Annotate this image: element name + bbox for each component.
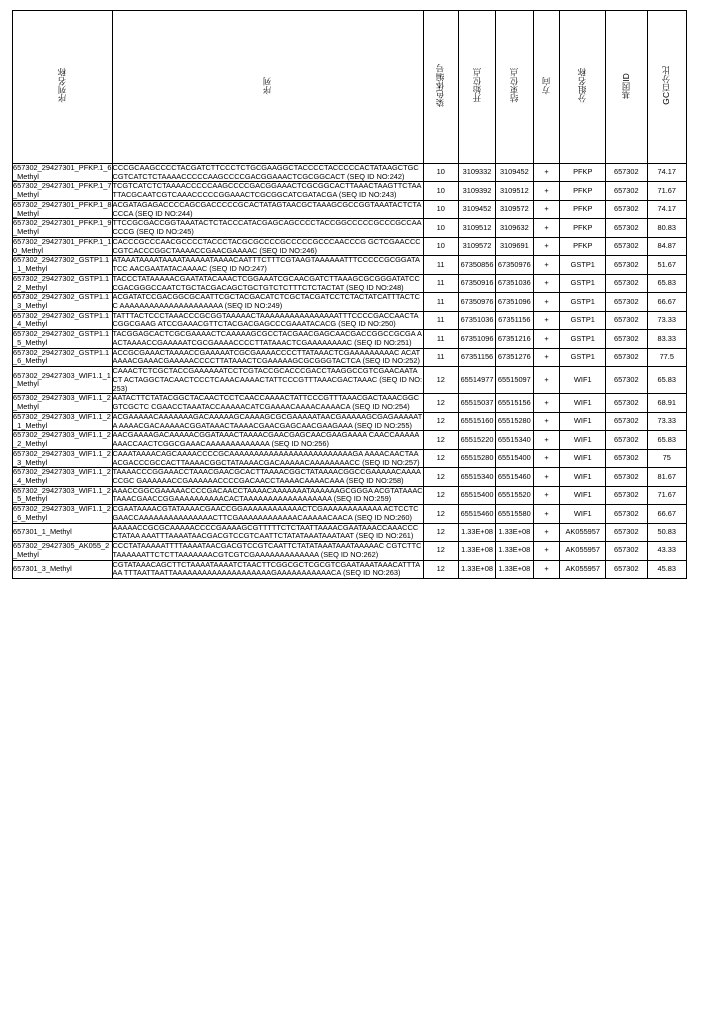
column-header-direction-label: 方向 bbox=[541, 77, 552, 95]
cell-gc: 84.87 bbox=[647, 237, 686, 255]
cell-gene-id: 657302 bbox=[606, 164, 647, 182]
cell-gc: 73.33 bbox=[647, 412, 686, 430]
cell-gene-id: 657302 bbox=[606, 219, 647, 237]
table-row bbox=[13, 330, 687, 348]
cell-sequence: CAAATAAAACAGCAAAACCCCGCAAAAAAAAAAAAAAAAAAAAAAAAAGA AAAACAACTAAACGACCCGCCACTTAAAACGGCTATAAAACGACAAAAACAAAAAAAACC (SEQ ID NO:257) bbox=[112, 449, 423, 467]
table-row bbox=[13, 311, 687, 329]
table-row bbox=[13, 523, 687, 541]
cell-direction: + bbox=[533, 394, 560, 412]
cell-sequence: ACGAAAAACAAAAAAAGACAAAAAGCAAAAGCGCGAAAAATAACGAAAAAGCGAGAAAAATA AAAACGACAAAAACGGATAAACTAAAACGAACGAGCAACGAAGAAA (SEQ ID NO:255) bbox=[112, 411, 423, 430]
cell-gene-id: 657302 bbox=[606, 523, 647, 541]
table-row bbox=[13, 468, 687, 486]
cell-sequence: ATAAATAAAATAAAATAAAAATAAAACAATTTCTTTCGTAAGTAAAAAATTTCCCCCGCGGATATCC AACGAATATACAAAAC (SEQ ID NO:247) bbox=[112, 256, 423, 274]
cell-gc: 74.17 bbox=[647, 164, 686, 182]
column-header-sequence-label: 序列 bbox=[262, 77, 273, 95]
cell-chromosome: 12 bbox=[423, 505, 458, 523]
cell-name: 657302_29427302_GSTP1.1_6_Methyl bbox=[13, 348, 113, 366]
cell-chromosome: 10 bbox=[423, 219, 458, 237]
cell-direction: + bbox=[533, 274, 560, 292]
cell-start: 67350856 bbox=[458, 256, 495, 274]
cell-name: 657302_29427301_PFKP.1_9_Methyl bbox=[13, 218, 112, 237]
column-header-group-label: 分组名称 bbox=[577, 68, 588, 103]
cell-start: 65515037 bbox=[458, 394, 495, 412]
cell-sequence: TATTTACTCCCTAAACCCGCGGTAAAAACTAAAAAAAAAAAAAAAATTTCCCCGACCAACTACGGCGAAG ATCCGAAACGTTCTACGACGAGCCCGAAATACACG (SEQ ID NO:250) bbox=[112, 311, 423, 329]
cell-group: PFKP bbox=[560, 182, 606, 200]
column-header-name bbox=[13, 11, 113, 164]
cell-gene-id: 657302 bbox=[606, 237, 647, 255]
column-header-group bbox=[560, 11, 606, 164]
cell-name: 657302_29427302_GSTP1.1_3_Methyl bbox=[13, 293, 113, 311]
sequence-table bbox=[12, 10, 687, 579]
table-row bbox=[13, 200, 687, 218]
cell-end: 65515340 bbox=[496, 431, 533, 449]
cell-end: 65515460 bbox=[496, 468, 533, 486]
cell-direction: + bbox=[533, 412, 560, 430]
cell-sequence: CAAACTCTCGCTACCGAAAAAATCCTCGTACCGCACCCGACCTAAGGCCGTCGAACAATACT ACTAGGCTACAACTCCCTCAAACAAAACTATTCCCGTTTAAACGACTAAAC (SEQ ID NO:253) bbox=[112, 366, 422, 393]
cell-start: 65515340 bbox=[458, 468, 495, 486]
cell-name: 657302_29427303_WIF1.1_2_5_Methyl bbox=[13, 485, 111, 504]
table-row bbox=[13, 219, 687, 237]
cell-end: 3109572 bbox=[496, 200, 533, 218]
cell-chromosome: 12 bbox=[423, 431, 458, 449]
cell-chromosome: 12 bbox=[423, 412, 458, 430]
cell-gene-id: 657302 bbox=[606, 560, 647, 578]
table-row bbox=[13, 560, 687, 578]
cell-chromosome: 11 bbox=[423, 348, 458, 366]
cell-end: 3109691 bbox=[496, 237, 533, 255]
cell-gene-id: 657302 bbox=[606, 431, 647, 449]
table-row bbox=[13, 431, 687, 449]
cell-sequence: ACGATATCCGACGGCGCAATTCGCTACGACATCTCGCTACGATCCTCTACTATCATTTACTCC AAAAAAAAAAAAAAAAAAAAA (SEQ ID NO:249) bbox=[112, 293, 423, 311]
table-row bbox=[13, 164, 687, 182]
cell-direction: + bbox=[533, 293, 560, 311]
cell-start: 3109572 bbox=[458, 237, 495, 255]
cell-gc: 80.83 bbox=[647, 219, 686, 237]
table-row bbox=[13, 394, 687, 412]
column-header-end-label: 结束位点 bbox=[508, 68, 519, 103]
cell-end: 1.33E+08 bbox=[496, 542, 533, 560]
cell-direction: + bbox=[533, 449, 560, 467]
cell-gene-id: 657302 bbox=[606, 348, 647, 366]
cell-gc: 43.33 bbox=[647, 542, 686, 560]
cell-gene-id: 657302 bbox=[606, 449, 647, 467]
cell-sequence: CCCTATAAAAATTTTAAAATAACGACGTCCGTCAATTCTATATAAATAAATAAAAAC CGTCTTCTAAAAAATTCTCTTAAAAAAACGTCGTCGAAAAAAAAAAAAA (SEQ ID NO:262) bbox=[112, 541, 422, 559]
cell-group: PFKP bbox=[560, 237, 606, 255]
table-row bbox=[13, 486, 687, 504]
cell-group: WIF1 bbox=[560, 505, 606, 523]
cell-sequence: CACCCGCCCAACGCCCCTACCCTACGCGCCCCGCCCCCGCCCAACCCG GCTCGAACCCCGTCACCCGGCTAAAACCGAACGAAAAC (SEQ ID NO:246) bbox=[112, 237, 423, 255]
cell-start: 67350976 bbox=[458, 293, 495, 311]
cell-gc: 75 bbox=[647, 449, 686, 467]
cell-gc: 71.67 bbox=[647, 182, 686, 200]
cell-gc: 45.83 bbox=[647, 560, 686, 578]
cell-name: 657302_29427301_PFKP.1_7_Methyl bbox=[13, 181, 112, 200]
cell-end: 65515580 bbox=[496, 505, 533, 523]
cell-name: 657302_29427305_AK055_2_Methyl bbox=[13, 542, 113, 560]
column-header-start-label: 开始位点 bbox=[471, 68, 482, 103]
cell-name: 657302_29427302_GSTP1.1_4_Methyl bbox=[13, 311, 113, 329]
cell-gc: 50.83 bbox=[647, 523, 686, 541]
cell-end: 67351036 bbox=[496, 274, 533, 292]
cell-start: 65515220 bbox=[458, 431, 495, 449]
cell-end: 65515520 bbox=[496, 486, 533, 504]
cell-direction: + bbox=[533, 237, 560, 255]
column-header-direction bbox=[533, 11, 560, 164]
cell-group: WIF1 bbox=[560, 412, 606, 430]
cell-end: 3109632 bbox=[496, 219, 533, 237]
cell-gene-id: 657302 bbox=[606, 311, 647, 329]
cell-group: GSTP1 bbox=[560, 274, 606, 292]
table-row bbox=[13, 274, 687, 292]
cell-start: 3109332 bbox=[458, 164, 495, 182]
cell-direction: + bbox=[533, 505, 560, 523]
cell-end: 65515400 bbox=[496, 449, 533, 467]
cell-sequence: AATACTTCTATACGGCTACAACTCCTCAACCAAAACTATTCCCGTTTAAACGACTAAACGGCGTCGCTC CGAACCTAAATACCAAAAACATCGAAAACAAAACAAAACA (SEQ ID NO:254) bbox=[112, 394, 423, 412]
table-row bbox=[13, 505, 687, 523]
cell-gene-id: 657302 bbox=[606, 274, 647, 292]
cell-gc: 77.5 bbox=[647, 348, 686, 366]
table-row bbox=[13, 237, 687, 255]
table-row bbox=[13, 348, 687, 366]
cell-chromosome: 12 bbox=[423, 449, 458, 467]
cell-start: 3109512 bbox=[458, 219, 495, 237]
cell-end: 65515280 bbox=[496, 412, 533, 430]
cell-group: WIF1 bbox=[560, 394, 606, 412]
cell-chromosome: 12 bbox=[423, 523, 458, 541]
cell-chromosome: 12 bbox=[423, 468, 458, 486]
cell-chromosome: 12 bbox=[423, 394, 458, 412]
cell-name: 657302_29427303_WIF1.1_1_Methyl bbox=[13, 367, 113, 394]
cell-gene-id: 657302 bbox=[606, 486, 647, 504]
cell-group: AK055957 bbox=[560, 542, 606, 560]
table-row bbox=[13, 256, 687, 274]
cell-gene-id: 657302 bbox=[606, 468, 647, 486]
cell-chromosome: 10 bbox=[423, 164, 458, 182]
cell-gc: 81.67 bbox=[647, 468, 686, 486]
cell-gene-id: 657302 bbox=[606, 293, 647, 311]
cell-sequence: TTCCGCGACCGGTAAATACTCTACCCATACGAGCAGCCCCTACCGGCCCCCGCCCGCCAACCCG (SEQ ID NO:245) bbox=[112, 218, 422, 237]
cell-direction: + bbox=[533, 256, 560, 274]
table-row bbox=[13, 412, 687, 430]
table-body bbox=[13, 164, 687, 579]
cell-start: 65515160 bbox=[458, 412, 495, 430]
cell-gene-id: 657302 bbox=[606, 200, 647, 218]
cell-start: 67351156 bbox=[458, 348, 495, 366]
cell-gene-id: 657302 bbox=[606, 394, 647, 412]
cell-gc: 65.83 bbox=[647, 367, 686, 394]
cell-name: 657302_29427303_WIF1.1_2_6_Methyl bbox=[13, 504, 111, 522]
cell-direction: + bbox=[533, 560, 560, 578]
cell-end: 1.33E+08 bbox=[496, 560, 533, 578]
cell-group: PFKP bbox=[560, 164, 606, 182]
cell-name: 657302_29427303_WIF1.1_2_1_Methyl bbox=[13, 411, 111, 430]
cell-name: 657302_29427303_WIF1.1_2_Methyl bbox=[13, 393, 111, 412]
cell-sequence: TACGGAGCACTCGCGAAAACTCAAAAAGCGCCTACGAACGAGCAACGACCGGCCGCGA AACTAAAACCGAAAAATCGCGAAAACCCCTTATAAACTCGAAAAAAAAC (SEQ ID NO:251) bbox=[112, 329, 422, 347]
cell-sequence: TACCCTATAAAAACGAATATACAAACTCGGAAATCGCAACGATCTTAAAGCGCGGGATATCC CGACGGGCCAATCTGCTACGACAGCTGCTGTCTCTTTCTCTACTAT (SEQ ID NO:248) bbox=[112, 274, 423, 292]
cell-name: 657302_29427303_WIF1.1_2_3_Methyl bbox=[13, 448, 111, 467]
cell-direction: + bbox=[533, 311, 560, 329]
cell-direction: + bbox=[533, 486, 560, 504]
cell-name: 657302_29427301_PFKP.1_10_Methyl bbox=[13, 236, 112, 255]
cell-gene-id: 657302 bbox=[606, 367, 647, 394]
cell-group: PFKP bbox=[560, 219, 606, 237]
cell-gene-id: 657302 bbox=[606, 256, 647, 274]
cell-direction: + bbox=[533, 219, 560, 237]
cell-name: 657302_29427301_PFKP.1_8_Methyl bbox=[13, 199, 112, 218]
cell-gc: 83.33 bbox=[647, 330, 686, 348]
cell-end: 3109512 bbox=[496, 182, 533, 200]
cell-direction: + bbox=[533, 431, 560, 449]
cell-name: 657302_29427302_GSTP1.1_1_Methyl bbox=[13, 256, 113, 274]
cell-gene-id: 657302 bbox=[606, 542, 647, 560]
cell-group: AK055957 bbox=[560, 560, 606, 578]
table-row bbox=[13, 182, 687, 200]
cell-sequence: ACGATAGAGACCCCAGCGACCCCCGCACTATAGTAACGCTAAAGCGCCGGTAAATACTCTACCCA (SEQ ID NO:244) bbox=[112, 199, 422, 218]
table-header-row bbox=[13, 11, 687, 164]
cell-name: 657302_29427303_WIF1.1_2_2_Methyl bbox=[13, 430, 111, 449]
column-header-gene-id-label: 基因ID bbox=[620, 72, 631, 99]
cell-group: GSTP1 bbox=[560, 256, 606, 274]
cell-end: 1.33E+08 bbox=[496, 523, 533, 541]
cell-gene-id: 657302 bbox=[606, 182, 647, 200]
cell-end: 65515156 bbox=[496, 394, 533, 412]
column-header-chromosome-label: 染色体编号 bbox=[435, 64, 446, 108]
cell-start: 67351096 bbox=[458, 330, 495, 348]
cell-direction: + bbox=[533, 367, 560, 394]
cell-start: 65515460 bbox=[458, 505, 495, 523]
cell-direction: + bbox=[533, 164, 560, 182]
cell-gene-id: 657302 bbox=[606, 330, 647, 348]
cell-gc: 71.67 bbox=[647, 486, 686, 504]
cell-sequence: CCCGCAAGCCCCTACGATCTTCCCTCTGCGAAGGCTACCCCTACCCCCACTATAAGCTGCCGTCATCTCTAAAACCCCCAAGCCCCGACGGAAACTCGCGGCACT (SEQ ID NO:242) bbox=[112, 164, 423, 182]
table-row bbox=[13, 542, 687, 560]
cell-group: GSTP1 bbox=[560, 348, 606, 366]
cell-sequence: AACGAAAAGACAAAAACGGATAAACTAAAACGAACGAGCAACGAAGAAAA CAACCAAAAAAAACCAACTCGGCGAAACAAAAAAAAAAAAA (SEQ ID NO:256) bbox=[112, 431, 423, 449]
cell-gene-id: 657302 bbox=[606, 505, 647, 523]
cell-gc: 73.33 bbox=[647, 311, 686, 329]
column-header-end bbox=[496, 11, 533, 164]
cell-sequence: ACCGCGAAACTAAAACCGAAAAATCGCGAAAACCCCTTATAAACTCGAAAAAAAAAC ACATAAAACGAAACGAAAAACCCCTTATAAACTCGAAAAAGCGCGGGTACTCA (SEQ ID NO:252) bbox=[112, 348, 423, 366]
cell-name: 657302_29427301_PFKP.1_6_Methyl bbox=[13, 163, 112, 181]
cell-group: AK055957 bbox=[560, 523, 606, 541]
cell-chromosome: 11 bbox=[423, 256, 458, 274]
cell-end: 67351276 bbox=[496, 348, 533, 366]
cell-chromosome: 10 bbox=[423, 182, 458, 200]
cell-chromosome: 11 bbox=[423, 311, 458, 329]
cell-end: 67351156 bbox=[496, 311, 533, 329]
cell-start: 65514977 bbox=[458, 367, 495, 394]
column-header-gene-id bbox=[606, 11, 647, 164]
cell-group: GSTP1 bbox=[560, 330, 606, 348]
cell-gc: 68.91 bbox=[647, 394, 686, 412]
cell-group: GSTP1 bbox=[560, 293, 606, 311]
cell-group: WIF1 bbox=[560, 468, 606, 486]
cell-sequence: CGTATAAACAGCTTCTAAAATAAAATCTAACTTCGGCGCTCGCGTCGAATAAATAAACATTTAAA TTTAATTAATTAAAAAAAAAAAAAAAAAAAAGAAAAAAAAAAACA (SEQ ID NO:263) bbox=[112, 560, 423, 578]
cell-name: 657301_3_Methyl bbox=[13, 560, 113, 578]
cell-gc: 66.67 bbox=[647, 505, 686, 523]
cell-start: 3109452 bbox=[458, 200, 495, 218]
cell-gc: 66.67 bbox=[647, 293, 686, 311]
cell-chromosome: 12 bbox=[423, 560, 458, 578]
cell-chromosome: 11 bbox=[423, 274, 458, 292]
cell-chromosome: 10 bbox=[423, 200, 458, 218]
cell-name: 657302_29427302_GSTP1.1_2_Methyl bbox=[13, 274, 113, 292]
cell-end: 3109452 bbox=[496, 164, 533, 182]
cell-sequence: TCGTCATCTCTAAAACCCCCAAGCCCCGACGGAAACTCGCGGCACTTAAACTAAGTTCTAATTACGCAATCGTCAAACCCCCGGAAACTCGCGGCATCGATACGA (SEQ ID NO:243) bbox=[112, 181, 422, 200]
cell-group: GSTP1 bbox=[560, 311, 606, 329]
cell-chromosome: 11 bbox=[423, 330, 458, 348]
cell-start: 67350916 bbox=[458, 274, 495, 292]
cell-chromosome: 11 bbox=[423, 293, 458, 311]
cell-direction: + bbox=[533, 182, 560, 200]
column-header-name-label: 序列名称 bbox=[56, 68, 67, 103]
cell-sequence: TAAAACCCGGAAACCTAAACGAACGCACTTAAAACGGCTATAAAACGGCCGAAAAACAAAACCGC GAAAAAACCGAAAAAACCCCGACAACCTAAAACAAAACAAA (SEQ ID NO:258) bbox=[112, 468, 423, 486]
cell-sequence: AAACCGGCGAAAAACCCCGACAACCTAAAACAAAAAAATAAAAAAGCGGGA ACGTATAAACTAAACGAACCGGAAAAAAAAAACACTAAAAAAAAAAAAAAAAAA (SEQ ID NO:259) bbox=[112, 485, 423, 504]
cell-chromosome: 12 bbox=[423, 367, 458, 394]
cell-group: WIF1 bbox=[560, 486, 606, 504]
cell-chromosome: 10 bbox=[423, 237, 458, 255]
cell-end: 67350976 bbox=[496, 256, 533, 274]
cell-sequence: CGAATAAAACGTATAAAACGAACCGGAAAAAAAAAAAACTCGAAAAAAAAAAAA ACTCCTCGAACCAAAAAAAAAAAAAAACTTCGAAAAAAAAAAAACAAAAACAACA (SEQ ID NO:260) bbox=[112, 505, 423, 523]
cell-direction: + bbox=[533, 468, 560, 486]
cell-end: 65515097 bbox=[496, 367, 533, 394]
cell-gc: 65.83 bbox=[647, 274, 686, 292]
cell-direction: + bbox=[533, 348, 560, 366]
table-row bbox=[13, 367, 687, 394]
cell-sequence: AAAAACCGCGCAAAAACCCCGAAAAGCGTTTTTCTCTAATTAAAACGAATAAACCAAACCCCTATAA AAATTTAAAATAACGACGTCCGTCAATTCTATATAAATAAATAAT (SEQ ID NO:261) bbox=[112, 523, 423, 541]
cell-name: 657302_29427303_WIF1.1_2_4_Methyl bbox=[13, 467, 111, 485]
cell-start: 1.33E+08 bbox=[458, 560, 495, 578]
cell-start: 3109392 bbox=[458, 182, 495, 200]
cell-group: WIF1 bbox=[560, 431, 606, 449]
cell-direction: + bbox=[533, 542, 560, 560]
cell-group: WIF1 bbox=[560, 367, 606, 394]
cell-direction: + bbox=[533, 200, 560, 218]
cell-end: 67351216 bbox=[496, 330, 533, 348]
cell-group: WIF1 bbox=[560, 449, 606, 467]
cell-direction: + bbox=[533, 523, 560, 541]
document-page bbox=[0, 10, 705, 1010]
column-header-start bbox=[458, 11, 495, 164]
cell-end: 67351096 bbox=[496, 293, 533, 311]
cell-start: 1.33E+08 bbox=[458, 523, 495, 541]
column-header-sequence bbox=[112, 11, 423, 164]
cell-group: PFKP bbox=[560, 200, 606, 218]
cell-gc: 51.67 bbox=[647, 256, 686, 274]
cell-chromosome: 12 bbox=[423, 486, 458, 504]
table-row bbox=[13, 293, 687, 311]
cell-name: 657302_29427302_GSTP1.1_5_Methyl bbox=[13, 330, 113, 348]
cell-start: 1.33E+08 bbox=[458, 542, 495, 560]
column-header-chromosome bbox=[423, 11, 458, 164]
cell-gene-id: 657302 bbox=[606, 412, 647, 430]
table-row bbox=[13, 449, 687, 467]
cell-start: 67351036 bbox=[458, 311, 495, 329]
cell-chromosome: 12 bbox=[423, 542, 458, 560]
column-header-gc-percent-label: GC百分比 bbox=[661, 66, 672, 105]
cell-direction: + bbox=[533, 330, 560, 348]
cell-gc: 65.83 bbox=[647, 431, 686, 449]
cell-start: 65515400 bbox=[458, 486, 495, 504]
cell-start: 65515280 bbox=[458, 449, 495, 467]
cell-name: 657301_1_Methyl bbox=[13, 523, 113, 541]
column-header-gc-percent bbox=[647, 11, 686, 164]
cell-gc: 74.17 bbox=[647, 200, 686, 218]
